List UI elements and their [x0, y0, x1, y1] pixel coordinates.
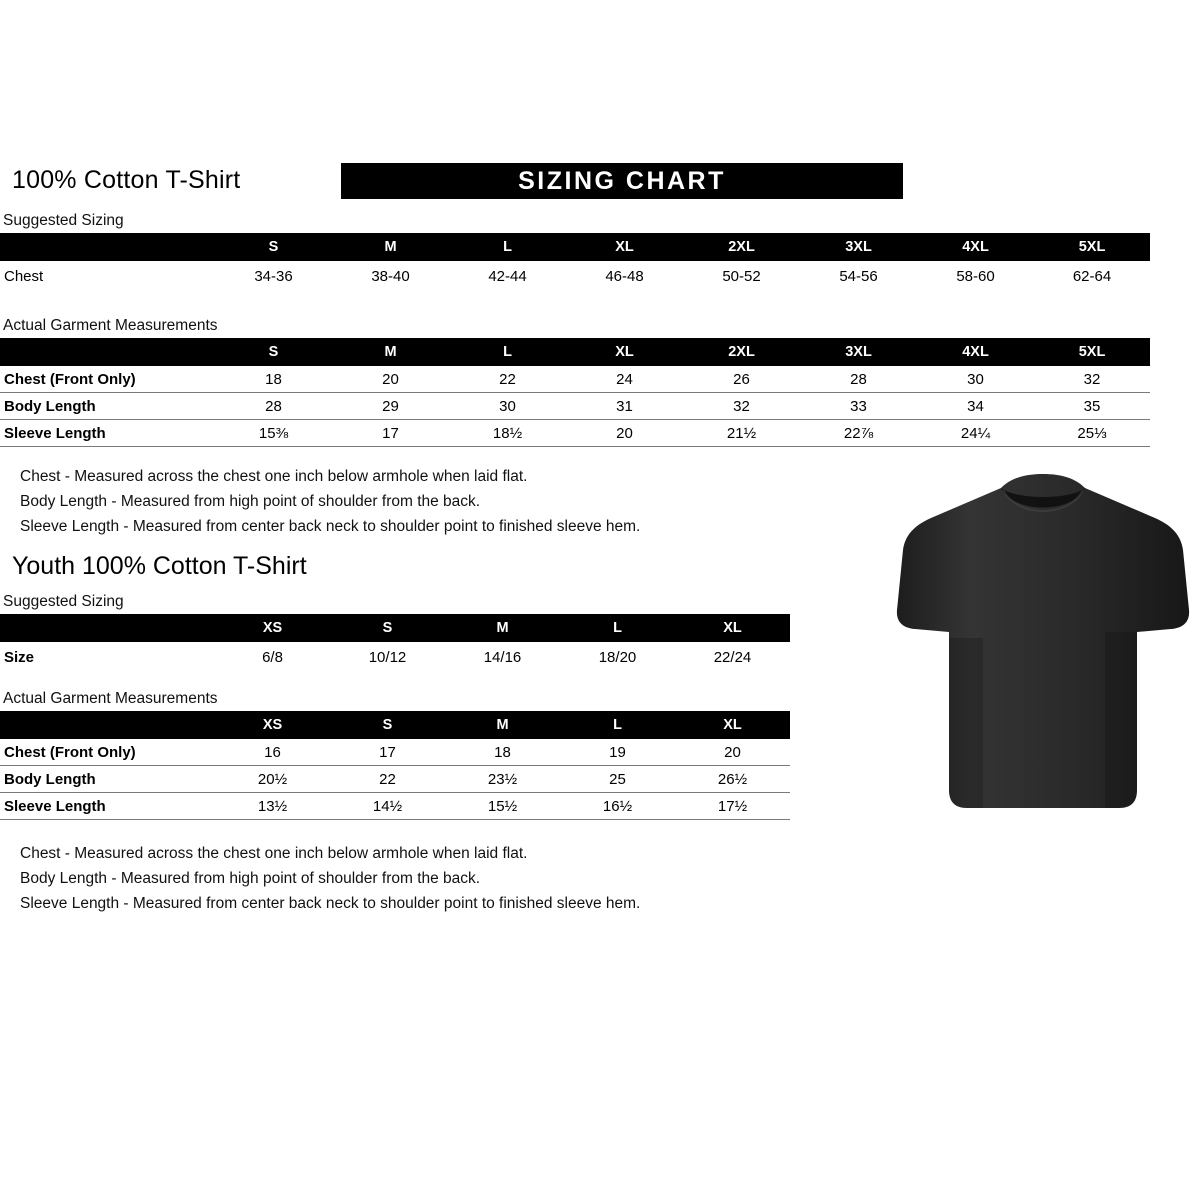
row-label: Body Length	[0, 766, 215, 793]
cell: 46-48	[605, 267, 644, 285]
cell: 30	[449, 393, 566, 420]
adult-notes	[20, 464, 640, 539]
cell: 18½	[449, 420, 566, 447]
cell: 6/8	[262, 648, 283, 666]
cell: 13½	[215, 793, 330, 820]
column-header: XS	[215, 614, 330, 642]
cell: 10/12	[368, 648, 407, 666]
cell: 35	[1034, 393, 1150, 420]
youth-note-chest: Chest - Measured across the chest one inch below armhole when laid flat.	[20, 845, 528, 862]
cell: 25	[560, 766, 675, 793]
column-header: 2XL	[683, 338, 800, 366]
cell: 30	[917, 366, 1034, 393]
adult-note-body-length: Body Length - Measured from high point of shoulder from the back.	[20, 493, 481, 510]
column-header: M	[332, 233, 449, 261]
column-header: M	[332, 338, 449, 366]
row-label: Sleeve Length	[0, 420, 215, 447]
table-row	[0, 739, 790, 766]
cell: 14½	[330, 793, 445, 820]
adult-actual-caption: Actual Garment Measurements	[3, 317, 218, 334]
table-header-row	[0, 233, 1150, 261]
table-header-row	[0, 711, 790, 739]
column-header: XL	[675, 711, 790, 739]
cell: 28	[215, 393, 332, 420]
cell: 26½	[675, 766, 790, 793]
adult-note-sleeve-length: Sleeve Length - Measured from center back neck to shoulder point to finished sleeve hem.	[20, 518, 641, 535]
cell: 20	[675, 739, 790, 766]
youth-note-sleeve-length: Sleeve Length - Measured from center back neck to shoulder point to finished sleeve hem.	[20, 895, 641, 912]
cell: 16½	[560, 793, 675, 820]
table-row	[0, 793, 790, 820]
column-header	[0, 233, 215, 261]
cell: 24	[566, 366, 683, 393]
column-header: XS	[215, 711, 330, 739]
cell: 18	[445, 739, 560, 766]
cell: 32	[683, 393, 800, 420]
row-label: Size	[4, 648, 35, 666]
column-header: L	[560, 711, 675, 739]
cell: 54-56	[839, 267, 878, 285]
youth-note-body-length: Body Length - Measured from high point of shoulder from the back.	[20, 870, 481, 887]
cell: 24¼	[917, 420, 1034, 447]
youth-actual-caption: Actual Garment Measurements	[3, 690, 218, 707]
column-header	[0, 338, 215, 366]
cell: 17	[330, 739, 445, 766]
column-header: 5XL	[1034, 233, 1150, 261]
cell: 38-40	[371, 267, 410, 285]
row-label: Body Length	[0, 393, 215, 420]
youth-actual-measurements-table	[0, 711, 790, 820]
cell: 31	[566, 393, 683, 420]
cell: 32	[1034, 366, 1150, 393]
cell: 19	[560, 739, 675, 766]
row-label: Chest	[4, 267, 44, 285]
column-header	[0, 711, 215, 739]
youth-section-title: Youth 100% Cotton T-Shirt	[12, 552, 307, 580]
column-header	[0, 614, 215, 642]
cell: 50-52	[722, 267, 761, 285]
column-header: XL	[675, 614, 790, 642]
column-header: 3XL	[800, 338, 917, 366]
adult-suggested-sizing-table	[0, 233, 1150, 291]
row-label: Chest (Front Only)	[0, 366, 215, 393]
table-row	[0, 766, 790, 793]
cell: 16	[215, 739, 330, 766]
cell: 20	[332, 366, 449, 393]
cell: 34-36	[254, 267, 293, 285]
column-header: 4XL	[917, 338, 1034, 366]
column-header: S	[215, 233, 332, 261]
table-row	[0, 642, 790, 672]
cell: 62-64	[1072, 267, 1112, 285]
column-header: L	[560, 614, 675, 642]
column-header: 5XL	[1034, 338, 1150, 366]
table-row	[0, 420, 1150, 447]
cell: 21½	[683, 420, 800, 447]
tshirt-illustration	[893, 470, 1193, 815]
cell: 22⅞	[800, 420, 917, 447]
cell: 28	[800, 366, 917, 393]
column-header: 4XL	[917, 233, 1034, 261]
adult-section-title: 100% Cotton T-Shirt	[12, 166, 241, 194]
cell: 14/16	[483, 648, 522, 666]
column-header: M	[445, 711, 560, 739]
adult-suggested-caption: Suggested Sizing	[3, 212, 124, 229]
table-header-row	[0, 614, 790, 642]
youth-suggested-sizing-table	[0, 614, 790, 672]
sizing-chart-banner	[341, 163, 903, 199]
youth-notes	[20, 841, 640, 916]
cell: 22	[449, 366, 566, 393]
column-header: 3XL	[800, 233, 917, 261]
column-header: L	[449, 338, 566, 366]
column-header: XL	[566, 233, 683, 261]
cell: 34	[917, 393, 1034, 420]
row-label: Chest (Front Only)	[0, 739, 215, 766]
table-row	[0, 393, 1150, 420]
cell: 22/24	[713, 648, 752, 666]
column-header: S	[330, 711, 445, 739]
cell: 17	[332, 420, 449, 447]
cell: 18	[215, 366, 332, 393]
cell: 26	[683, 366, 800, 393]
table-header-row	[0, 338, 1150, 366]
cell: 20½	[215, 766, 330, 793]
adult-note-chest: Chest - Measured across the chest one inch below armhole when laid flat.	[20, 468, 528, 485]
table-row	[0, 366, 1150, 393]
cell: 20	[566, 420, 683, 447]
cell: 33	[800, 393, 917, 420]
sizing-chart-banner-label: SIZING CHART	[518, 166, 726, 195]
column-header: 2XL	[683, 233, 800, 261]
youth-suggested-caption: Suggested Sizing	[3, 593, 124, 610]
column-header: S	[215, 338, 332, 366]
cell: 58-60	[956, 267, 995, 285]
cell: 22	[330, 766, 445, 793]
column-header: M	[445, 614, 560, 642]
column-header: S	[330, 614, 445, 642]
cell: 18/20	[598, 648, 637, 666]
cell: 29	[332, 393, 449, 420]
tshirt-icon	[893, 470, 1193, 815]
cell: 15⅜	[215, 420, 332, 447]
cell: 15½	[445, 793, 560, 820]
column-header: L	[449, 233, 566, 261]
cell: 17½	[675, 793, 790, 820]
row-label: Sleeve Length	[0, 793, 215, 820]
cell: 42-44	[488, 267, 527, 285]
adult-actual-measurements-table	[0, 338, 1150, 447]
column-header: XL	[566, 338, 683, 366]
table-row	[0, 261, 1150, 291]
cell: 25⅓	[1034, 420, 1150, 447]
cell: 23½	[445, 766, 560, 793]
